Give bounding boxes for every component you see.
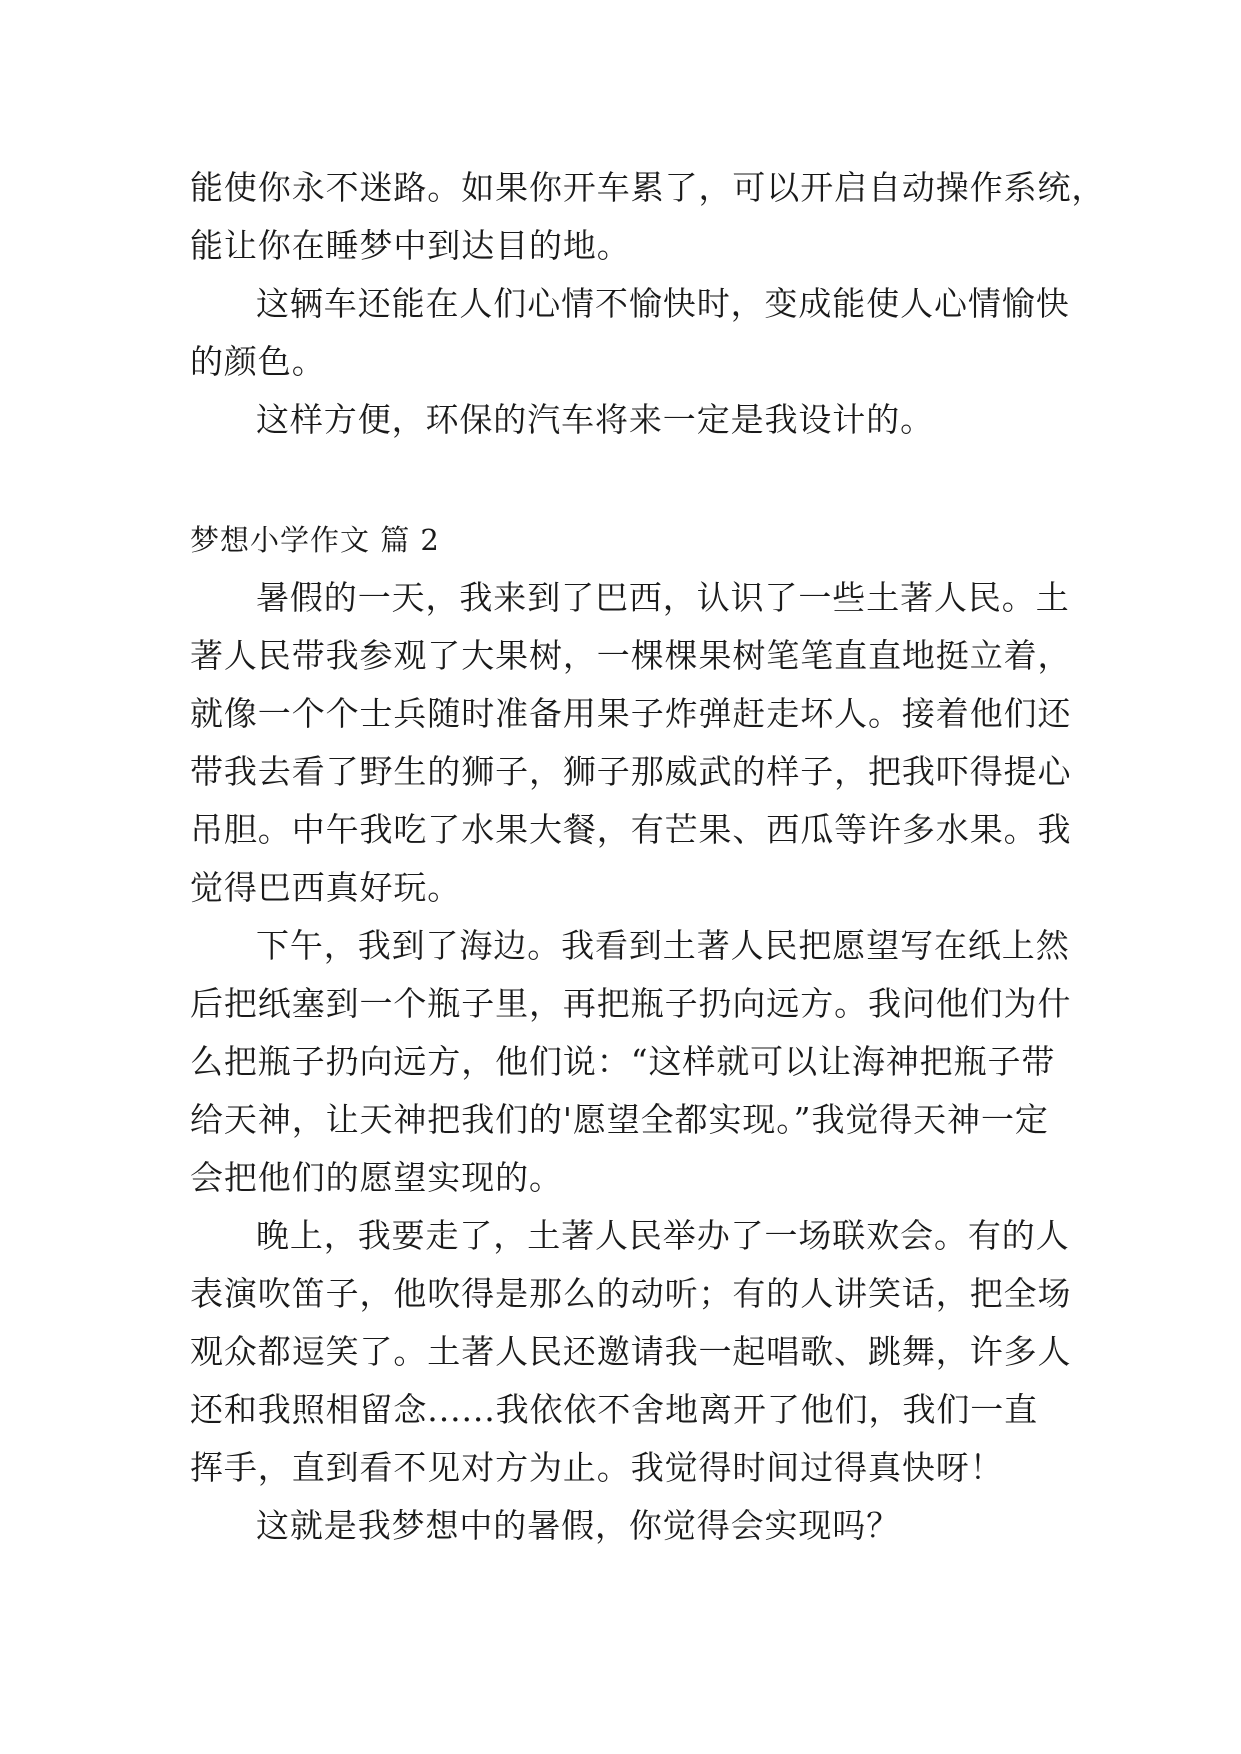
paragraph-line: 能使你永不迷路。如果你开车累了，可以开启自动操作系统， (190, 168, 1106, 207)
paragraph-line: 下午，我到了海边。我看到土著人民把愿望写在纸上然 (256, 926, 1070, 965)
paragraph-line: 带我去看了野生的狮子，狮子那威武的样子，把我吓得提心 (190, 752, 1072, 791)
paragraph-line: 觉得巴西真好玩。 (190, 868, 462, 907)
paragraph-line: 么把瓶子扔向远方，他们说：“这样就可以让海神把瓶子带 (190, 1042, 1056, 1081)
paragraph-line: 后把纸塞到一个瓶子里，再把瓶子扔向远方。我问他们为什 (190, 984, 1072, 1023)
paragraph-line: 的颜色。 (190, 342, 326, 381)
paragraph-line: 这就是我梦想中的暑假，你觉得会实现吗？ (256, 1506, 901, 1545)
paragraph-line: 会把他们的愿望实现的。 (190, 1158, 563, 1197)
paragraph-line: 给天神，让天神把我们的'愿望全都实现。”我觉得天神一定 (190, 1100, 1049, 1139)
paragraph-line: 能让你在睡梦中到达目的地。 (190, 226, 631, 265)
paragraph-line: 观众都逗笑了。土著人民还邀请我一起唱歌、跳舞，许多人 (190, 1332, 1072, 1371)
paragraph-line: 晚上，我要走了，土著人民举办了一场联欢会。有的人 (256, 1216, 1070, 1255)
paragraph-line: 就像一个个士兵随时准备用果子炸弹赶走坏人。接着他们还 (190, 694, 1072, 733)
paragraph-line: 这样方便，环保的汽车将来一定是我设计的。 (256, 400, 934, 439)
section-title: 梦想小学作文 篇 2 (190, 523, 440, 557)
paragraph-line: 吊胆。中午我吃了水果大餐，有芒果、西瓜等许多水果。我 (190, 810, 1072, 849)
paragraph-line: 暑假的一天，我来到了巴西，认识了一些土著人民。土 (256, 578, 1070, 617)
paragraph-line: 这辆车还能在人们心情不愉快时，变成能使人心情愉快 (256, 284, 1070, 323)
paragraph-line: 表演吹笛子，他吹得是那么的动听；有的人讲笑话，把全场 (190, 1274, 1072, 1313)
paragraph-line: 还和我照相留念......我依依不舍地离开了他们，我们一直 (190, 1390, 1039, 1429)
paragraph-line: 挥手，直到看不见对方为止。我觉得时间过得真快呀！ (190, 1448, 1004, 1487)
paragraph-line: 著人民带我参观了大果树，一棵棵果树笔笔直直地挺立着， (190, 636, 1072, 675)
